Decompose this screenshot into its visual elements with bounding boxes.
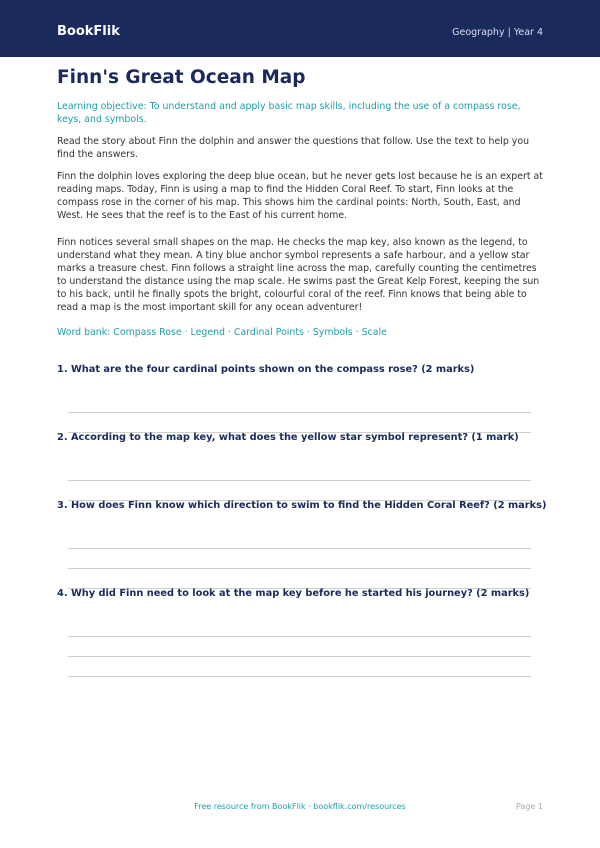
question-3: 3. How does Finn know which direction to swim to find the Hidden Coral Reef? (2 marks) [57,500,547,511]
footer-resource-link[interactable]: Free resource from BookFlik · bookflik.com/resources [194,802,406,811]
brand-logo[interactable]: BookFlik [57,24,120,39]
worksheet-body [57,66,543,339]
learning-objective: Learning objective: To understand and apply basic map skills, including the use of a compass rose, keys, and symbols. [57,101,521,125]
header-bar [0,0,600,57]
story-paragraph-2: Finn notices several small shapes on the map. He checks the map key, also known as the legend, to understand what they mean. A tiny blue anchor symbol represents a safe harbour, and a yellow star marks a treasure chest. Finn follows a straight line across the map, carefully counting the centimetres to understand the distance using the map scale. He swims past the Great Kelp Forest, keeping the sun to his back, until he finally spots the bright, colourful coral of the reef. Finn knows that being able to read a map is the most important skill for any ocean adventurer! [57,237,540,313]
subject-year-label: Geography | Year 4 [452,27,543,38]
word-bank: Word bank: Compass Rose · Legend · Cardinal Points · Symbols · Scale [57,327,387,338]
question-4: 4. Why did Finn need to look at the map key before he started his journey? (2 marks) [57,588,530,599]
answer-line[interactable] [68,656,531,657]
answer-line[interactable] [68,480,531,481]
answer-line[interactable] [68,676,531,677]
answer-line[interactable] [68,412,531,413]
question-1: 1. What are the four cardinal points shown on the compass rose? (2 marks) [57,364,475,375]
page-number: Page 1 [516,802,543,811]
question-2: 2. According to the map key, what does the yellow star symbol represent? (1 mark) [57,432,519,443]
story-paragraph-1: Finn the dolphin loves exploring the deep blue ocean, but he never gets lost because he is an expert at reading maps. Today, Finn is using a map to find the Hidden Coral Reef. To start, Finn looks at the compass rose in the corner of his map. This shows him the cardinal points: North, South, East, and West. He sees that the reef is to the East of his current home. [57,171,543,221]
page-title: Finn's Great Ocean Map [57,67,306,88]
instructions: Read the story about Finn the dolphin and answer the questions that follow. Use the text to help you find the answers. [57,136,530,160]
answer-line[interactable] [68,548,531,549]
answer-line[interactable] [68,568,531,569]
answer-line[interactable] [68,636,531,637]
